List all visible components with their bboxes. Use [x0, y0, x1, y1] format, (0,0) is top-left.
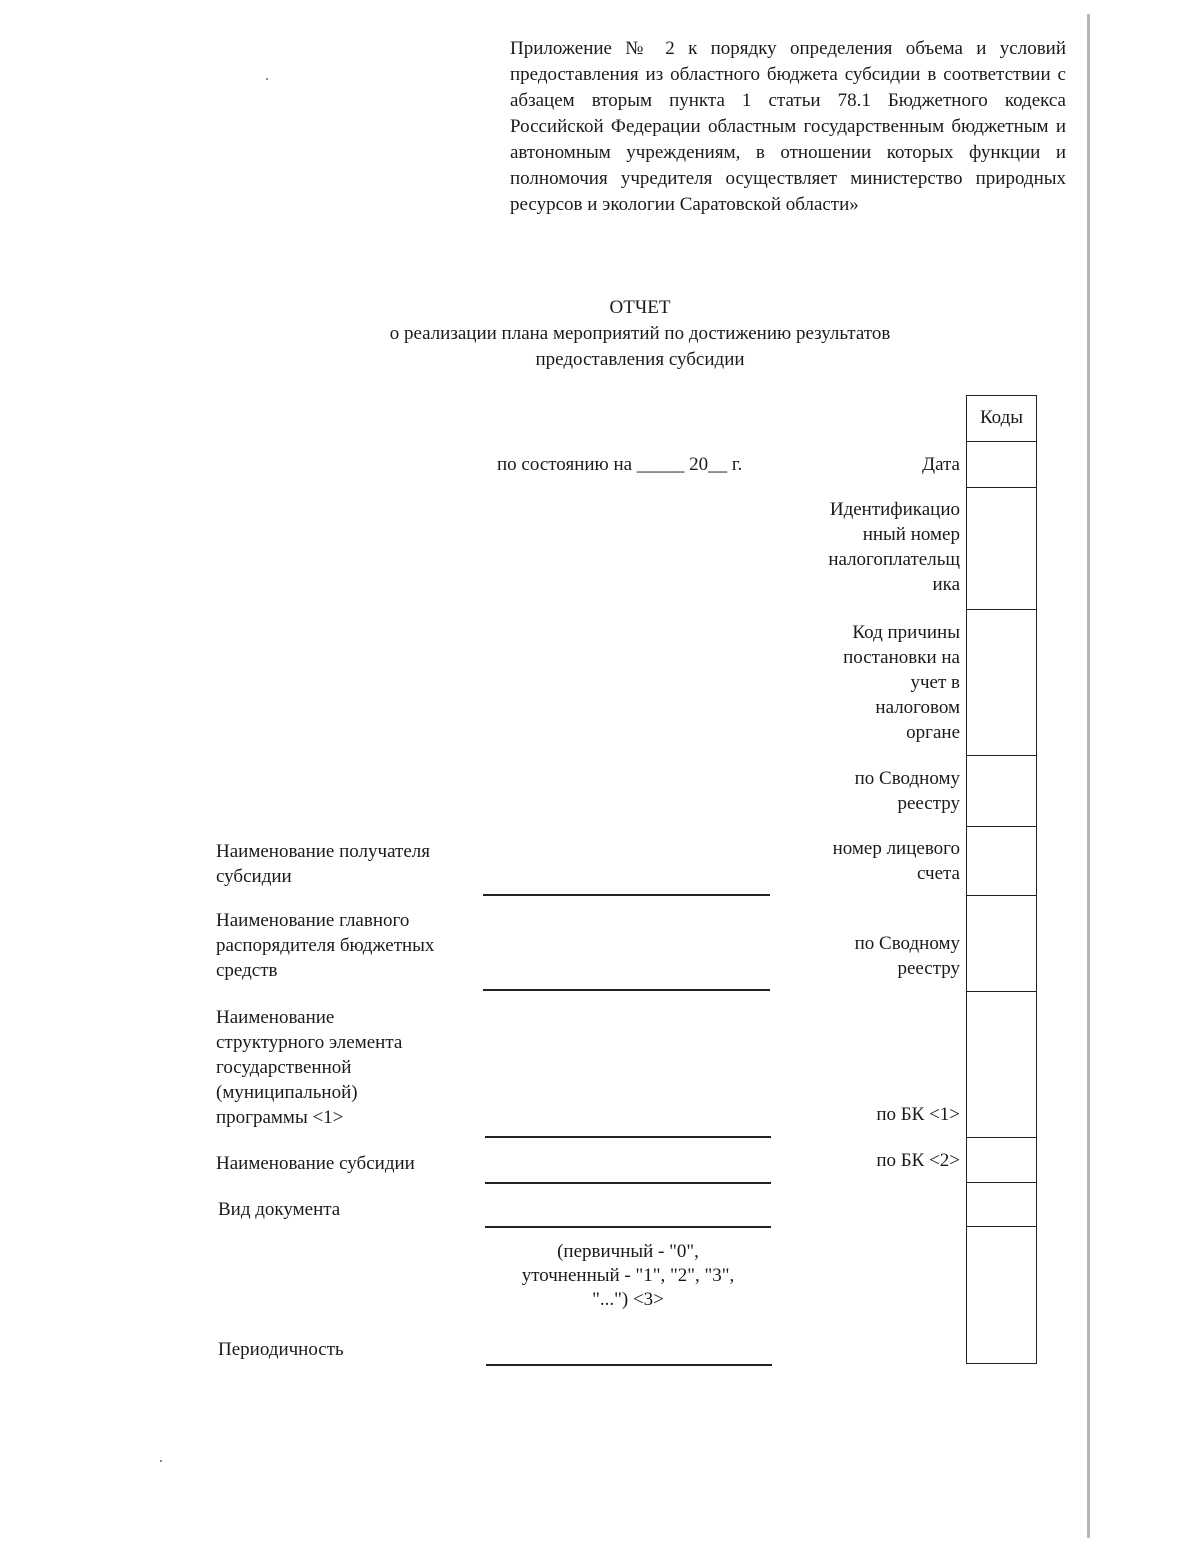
label-inn: [828, 497, 960, 597]
report-subtitle-line: предоставления субсидии: [535, 349, 745, 370]
label-line: Код причины: [852, 622, 960, 643]
code-cell-inn[interactable]: [967, 487, 1036, 609]
label-line: счета: [916, 863, 960, 884]
recipient-input-line[interactable]: [483, 894, 770, 896]
report-subtitle: [300, 321, 980, 373]
label-line: учет в: [910, 672, 960, 693]
label-line: субсидии: [216, 866, 292, 887]
code-cell-doc-type[interactable]: [967, 1182, 1036, 1226]
label-line: постановки на: [843, 647, 960, 668]
report-subtitle-line: о реализации плана мероприятий по достижению результатов: [389, 323, 891, 344]
code-cell-bk2[interactable]: [967, 1137, 1036, 1182]
code-cell-date[interactable]: [967, 441, 1036, 487]
code-cell-reestr-recipient[interactable]: [967, 755, 1036, 826]
doc-type-hint: [490, 1240, 766, 1312]
code-cell-periodicity[interactable]: [967, 1226, 1036, 1363]
label-reestr-recipient: [855, 766, 960, 816]
label-bk1: по БК <1>: [876, 1104, 960, 1125]
code-cell-account[interactable]: [967, 826, 1036, 895]
label-line: Идентификацио: [829, 499, 960, 520]
page-edge-line: [1087, 14, 1090, 1538]
label-line: Наименование: [216, 1007, 335, 1028]
date-line: по состоянию на _____ 20__ г.: [497, 454, 743, 475]
label-line: Наименование главного: [216, 910, 410, 931]
label-line: средств: [216, 960, 278, 981]
label-line: распорядителя бюджетных: [216, 935, 435, 956]
scan-speck: [160, 1460, 162, 1462]
label-line: реестру: [897, 793, 960, 814]
label-line: налоговом: [875, 697, 960, 718]
label-account: [833, 836, 960, 886]
hint-line: (первичный - "0",: [557, 1241, 699, 1262]
hint-line: "...") <3>: [592, 1289, 664, 1310]
label-recipient: [216, 839, 430, 889]
label-line: Наименование получателя: [216, 841, 430, 862]
label-date: Дата: [922, 454, 960, 475]
program-input-line[interactable]: [485, 1136, 771, 1138]
code-cell-kpp[interactable]: [967, 609, 1036, 755]
label-line: (муниципальной): [216, 1082, 358, 1103]
label-kpp: [843, 620, 960, 745]
scan-speck: [266, 78, 268, 80]
label-line: номер лицевого: [832, 838, 960, 859]
label-subsidy: Наименование субсидии: [216, 1153, 415, 1174]
appendix-note: Приложение № 2 к порядку определения объема и условий предоставления из областного бюджета субсидии в соответствии с абзацем вторым пункта 1 статьи 78.1 Бюджетного кодекса Российской Федерации областным государственным бюджетным и автономным учреждениям, в отношении которых функции и полномочия учредителя осуществляет министерство природных ресурсов и экологии Саратовской области»: [510, 38, 1066, 215]
label-bk2: по БК <2>: [876, 1150, 960, 1171]
code-cell-reestr-manager[interactable]: [967, 895, 1036, 991]
label-program: [216, 1005, 402, 1130]
label-doc-type: Вид документа: [218, 1199, 341, 1220]
subsidy-input-line[interactable]: [485, 1182, 771, 1184]
code-cell-bk1[interactable]: [967, 991, 1036, 1137]
label-line: ика: [932, 574, 960, 595]
label-line: структурного элемента: [216, 1032, 403, 1053]
hint-line: уточненный - "1", "2", "3",: [521, 1265, 735, 1286]
label-line: по Сводному: [854, 933, 960, 954]
periodicity-input-line[interactable]: [486, 1364, 772, 1366]
doc-type-input-line[interactable]: [485, 1226, 771, 1228]
label-line: по Сводному: [854, 768, 960, 789]
label-line: программы <1>: [216, 1107, 344, 1128]
codes-header: Коды: [979, 407, 1024, 428]
label-line: государственной: [216, 1057, 352, 1078]
manager-input-line[interactable]: [483, 989, 770, 991]
label-periodicity: Периодичность: [218, 1339, 344, 1360]
label-line: нный номер: [862, 524, 960, 545]
label-reestr-manager: [855, 931, 960, 981]
label-line: реестру: [897, 958, 960, 979]
label-manager: [216, 908, 434, 983]
label-line: органе: [906, 722, 960, 743]
report-title: ОТЧЕТ: [609, 297, 671, 318]
codes-table: [966, 395, 1037, 1364]
label-line: налогоплательщ: [828, 549, 960, 570]
